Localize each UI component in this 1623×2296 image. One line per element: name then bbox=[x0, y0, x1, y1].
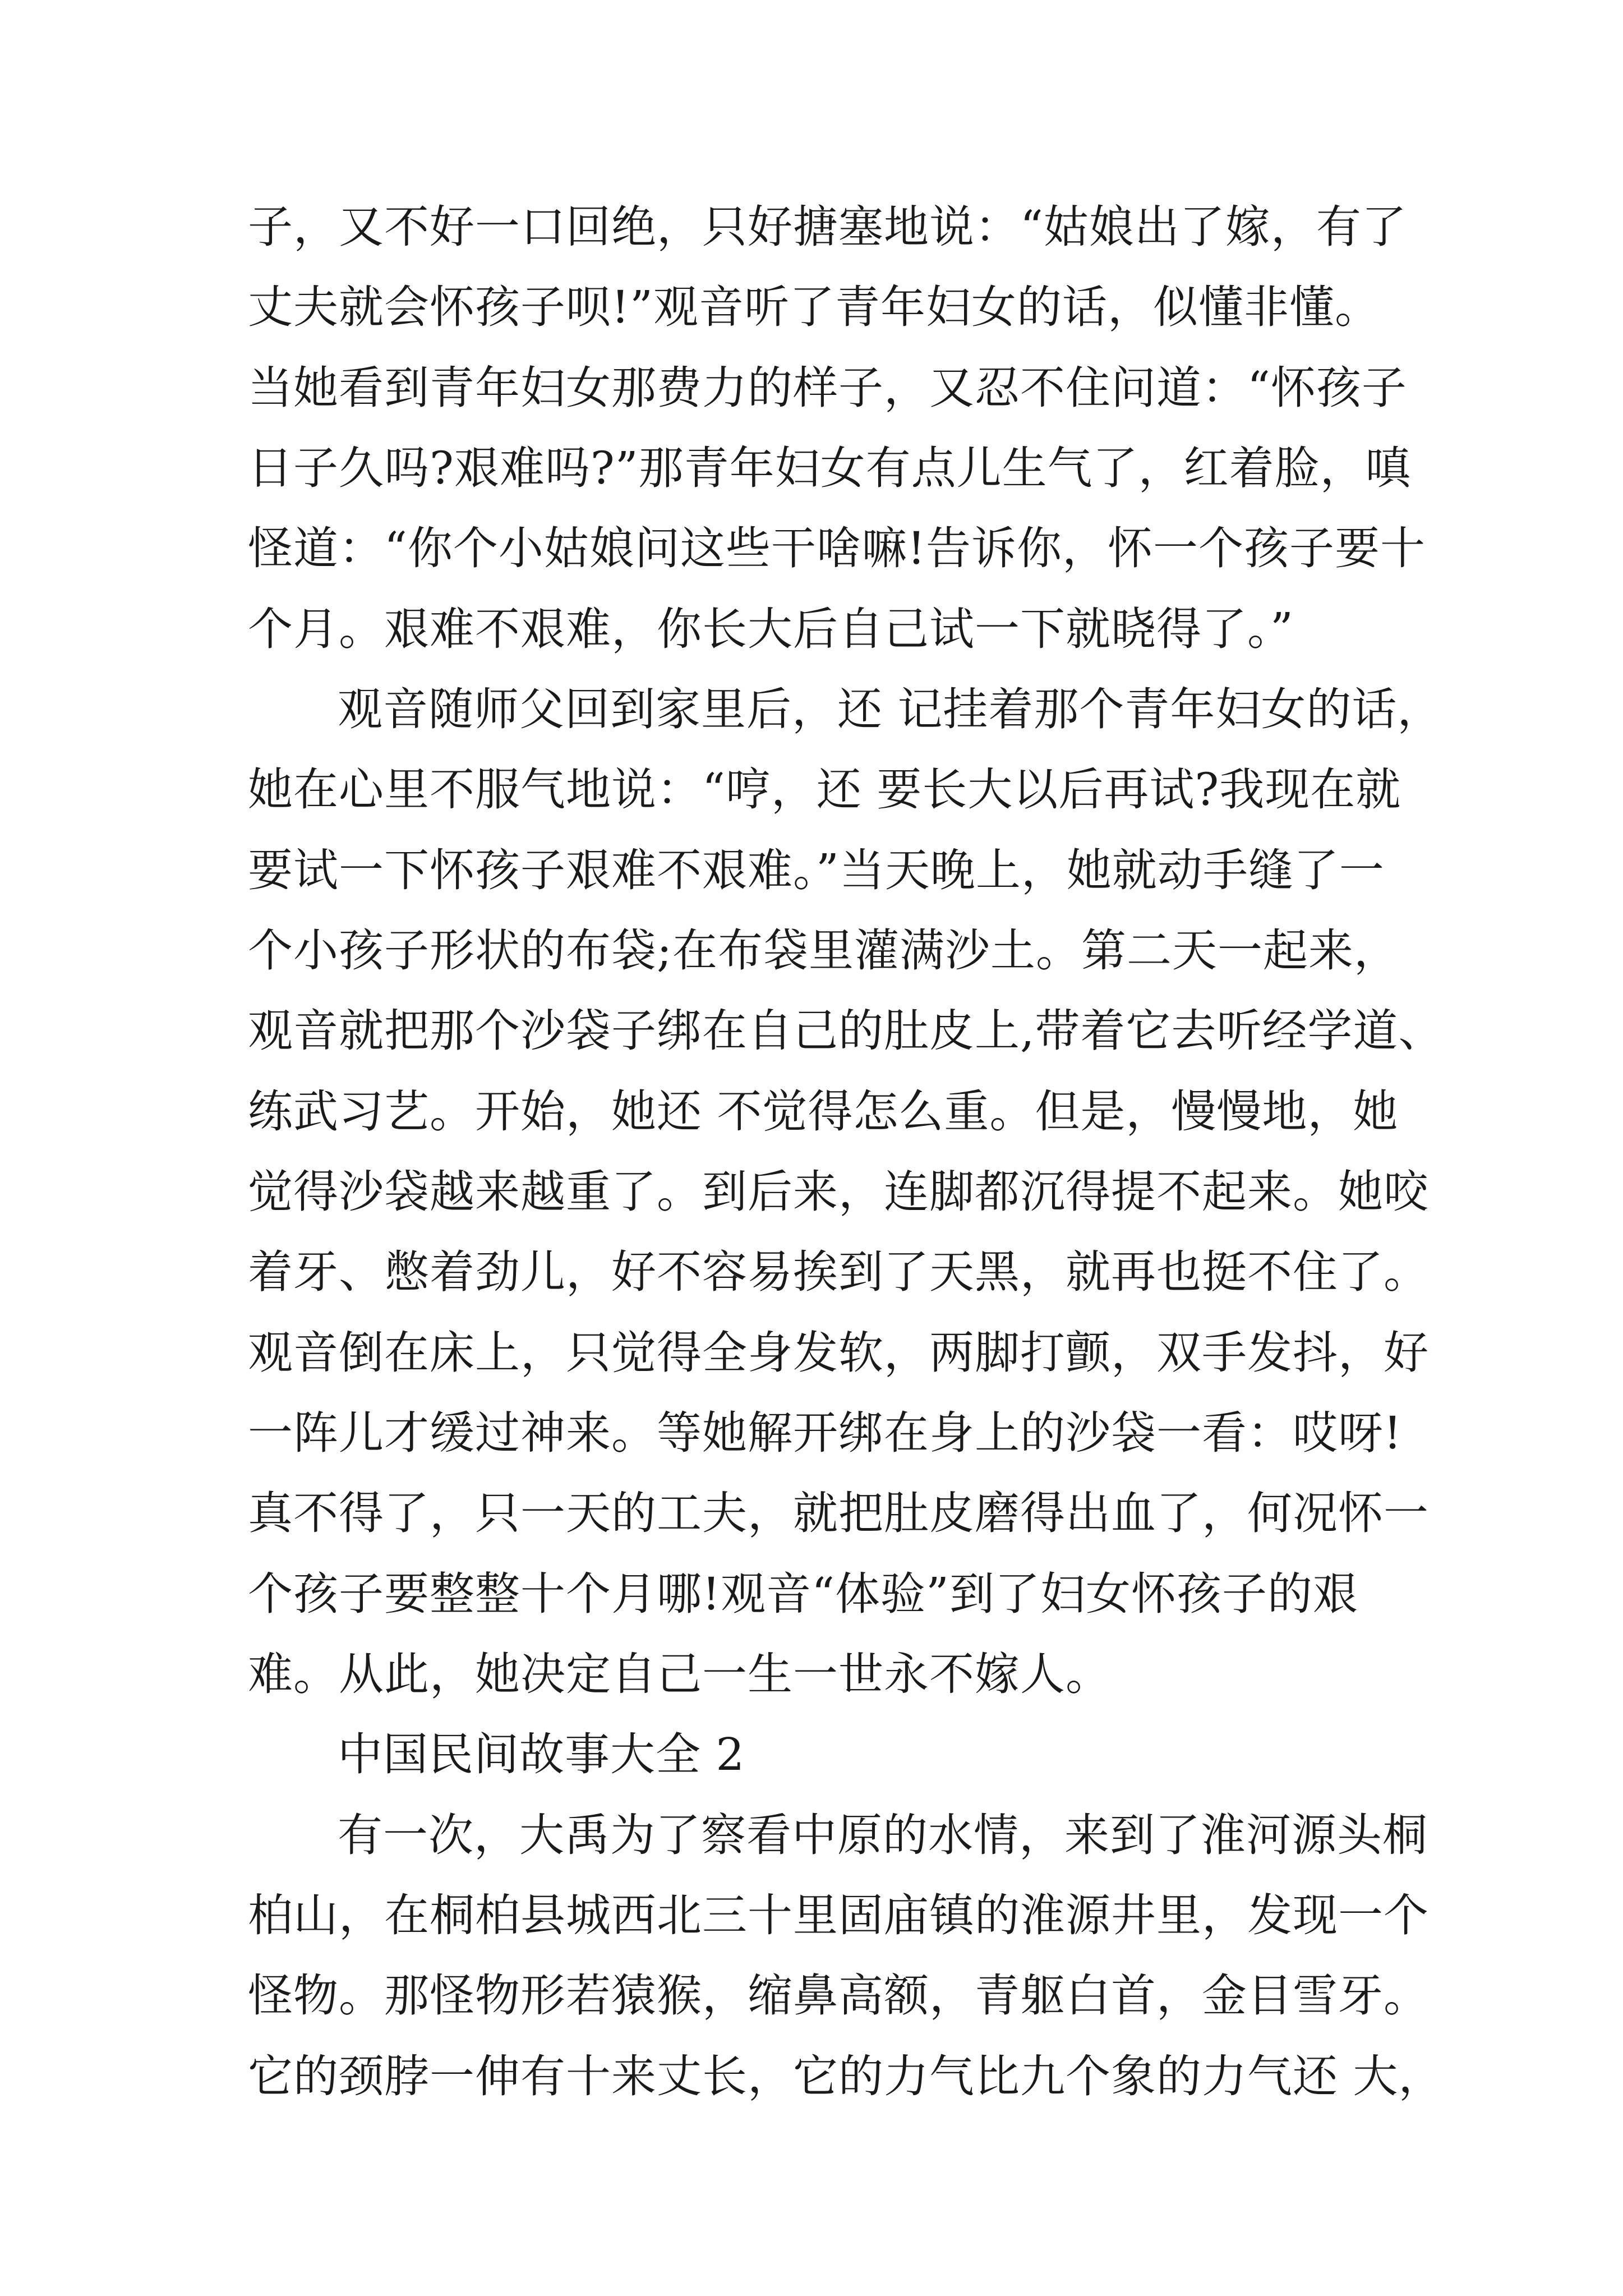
text-line: 怪物。那怪物形若猿猴，缩鼻高额，青躯白首，金目雪牙。 bbox=[248, 1970, 1429, 2022]
text-line: 柏山，在桐柏县城西北三十里固庙镇的淮源井里，发现一个 bbox=[248, 1889, 1429, 1941]
text-line: 练武习艺。开始，她还 不觉得怎么重。但是，慢慢地，她 bbox=[248, 1085, 1399, 1138]
section-heading: 中国民间故事大全 2 bbox=[338, 1728, 745, 1780]
text-line: 它的颈脖一伸有十来丈长，它的力气比九个象的力气还 大， bbox=[248, 2050, 1444, 2102]
text-line: 着牙、憋着劲儿，好不容易挨到了天黑，就再也挺不住了。 bbox=[248, 1246, 1429, 1298]
text-line: 当她看到青年妇女那费力的样子，又忍不住问道：“怀孩子 bbox=[248, 362, 1407, 414]
text-line: 难。从此，她决定自己一生一世永不嫁人。 bbox=[248, 1648, 1111, 1700]
text-line: 观音就把那个沙袋子绑在自己的肚皮上,带着它去听经学道、 bbox=[248, 1005, 1444, 1057]
text-line: 怪道：“你个小姑娘问这些干啥嘛!告诉你，怀一个孩子要十 bbox=[248, 522, 1426, 574]
text-line: 真不得了，只一天的工夫，就把肚皮磨得出血了，何况怀一 bbox=[248, 1487, 1429, 1539]
text-line: 觉得沙袋越来越重了。到后来，连脚都沉得提不起来。她咬 bbox=[248, 1166, 1429, 1218]
text-line: 个月。艰难不艰难，你长大后自己试一下就晓得了。” bbox=[248, 603, 1294, 655]
paragraph-first-line: 有一次，大禹为了察看中原的水情，来到了淮河源头桐 bbox=[338, 1809, 1428, 1861]
text-line: 观音倒在床上，只觉得全身发软，两脚打颤，双手发抖，好 bbox=[248, 1327, 1429, 1379]
text-line: 日子久吗?艰难吗?”那青年妇女有点儿生气了，红着脸，嗔 bbox=[248, 442, 1411, 494]
text-line: 要试一下怀孩子艰难不艰难。”当天晚上，她就动手缝了一 bbox=[248, 844, 1385, 896]
text-line: 丈夫就会怀孩子呗!”观音听了青年妇女的话，似懂非懂。 bbox=[248, 281, 1381, 333]
text-line: 她在心里不服气地说：“哼，还 要长大以后再试?我现在就 bbox=[248, 763, 1401, 816]
text-line: 个孩子要整整十个月哪!观音“体验”到了妇女怀孩子的艰 bbox=[248, 1568, 1358, 1620]
text-line: 一阵儿才缓过神来。等她解开绑在身上的沙袋一看：哎呀! bbox=[248, 1407, 1403, 1459]
text-line: 个小孩子形状的布袋;在布袋里灌满沙土。第二天一起来， bbox=[248, 924, 1399, 977]
text-line: 子，又不好一口回绝，只好搪塞地说：“姑娘出了嫁，有了 bbox=[248, 201, 1407, 253]
paragraph-first-line: 观音随师父回到家里后，还 记挂着那个青年妇女的话， bbox=[338, 683, 1443, 735]
